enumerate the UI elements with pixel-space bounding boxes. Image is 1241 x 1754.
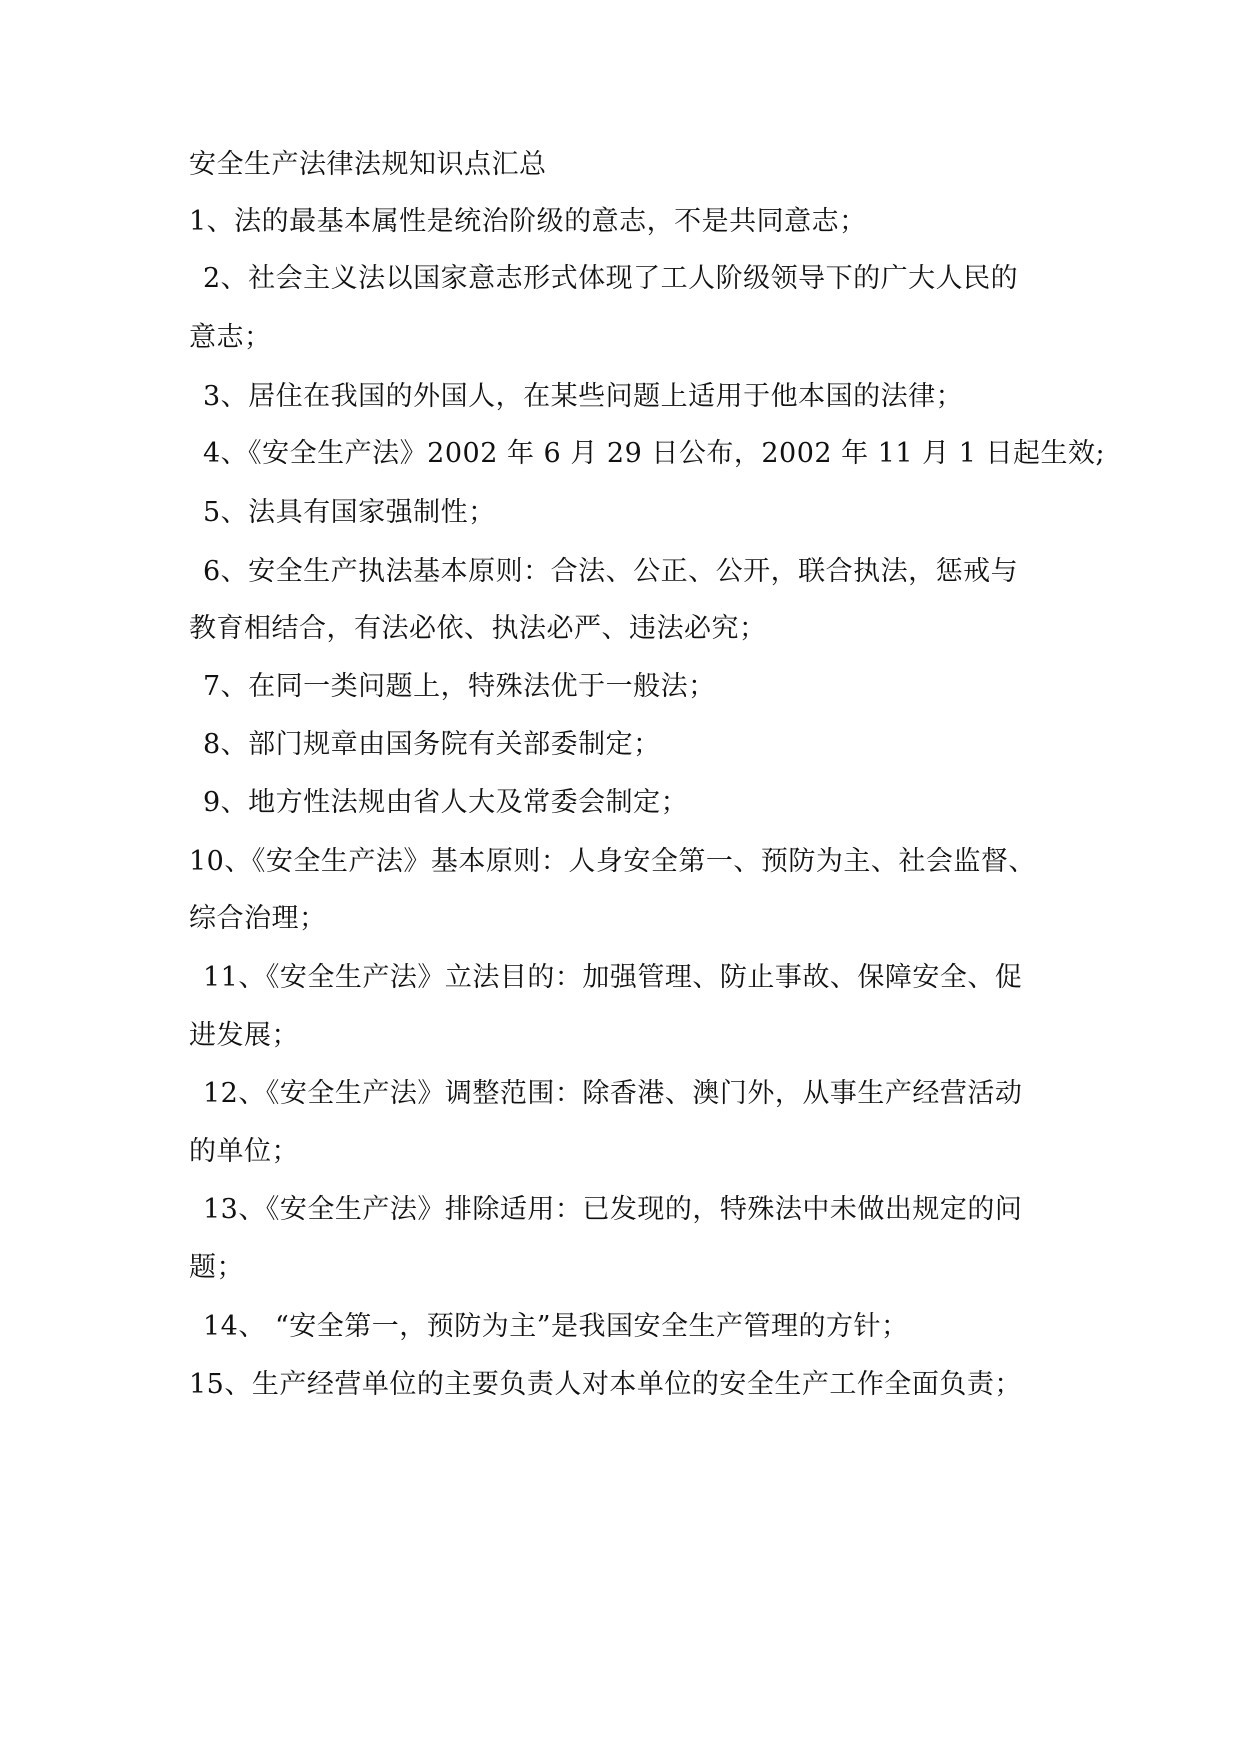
text-line: 8、部门规章由国务院有关部委制定；	[203, 729, 661, 760]
text-line: 的单位；	[189, 1136, 299, 1167]
text-line: 进发展；	[189, 1020, 299, 1051]
document-title: 安全生产法律法规知识点汇总	[189, 149, 547, 180]
text-line: 10、《安全生产法》基本原则：人身安全第一、预防为主、社会监督、	[189, 846, 1036, 877]
text-line: 教育相结合，有法必依、执法必严、违法必究；	[189, 613, 767, 644]
text-line: 3、居住在我国的外国人，在某些问题上适用于他本国的法律；	[203, 381, 964, 412]
text-line: 15、生产经营单位的主要负责人对本单位的安全生产工作全面负责；	[189, 1369, 1022, 1400]
text-line: 9、地方性法规由省人大及常委会制定；	[203, 787, 689, 818]
text-line: 4、《安全生产法》2002 年 6 月 29 日公布，2002 年 11 月 1 日起生效;	[203, 438, 1106, 469]
text-line: 意志；	[189, 322, 272, 353]
text-line: 1、法的最基本属性是统治阶级的意志，不是共同意志；	[189, 206, 867, 237]
text-line: 题；	[189, 1252, 244, 1283]
text-line: 11、《安全生产法》立法目的：加强管理、防止事故、保障安全、促	[203, 962, 1023, 993]
text-line: 12、《安全生产法》调整范围：除香港、澳门外，从事生产经营活动	[203, 1078, 1023, 1109]
text-line: 7、在同一类问题上，特殊法优于一般法；	[203, 671, 716, 702]
text-line: 综合治理；	[189, 903, 327, 934]
text-line: 6、安全生产执法基本原则：合法、公正、公开，联合执法，惩戒与	[203, 556, 1019, 587]
text-line: 14、 “安全第一，预防为主”是我国安全生产管理的方针；	[203, 1311, 909, 1342]
text-line: 13、《安全生产法》排除适用：已发现的，特殊法中未做出规定的问	[203, 1194, 1023, 1225]
text-line: 2、社会主义法以国家意志形式体现了工人阶级领导下的广大人民的	[203, 263, 1019, 294]
text-line: 5、法具有国家强制性；	[203, 497, 496, 528]
